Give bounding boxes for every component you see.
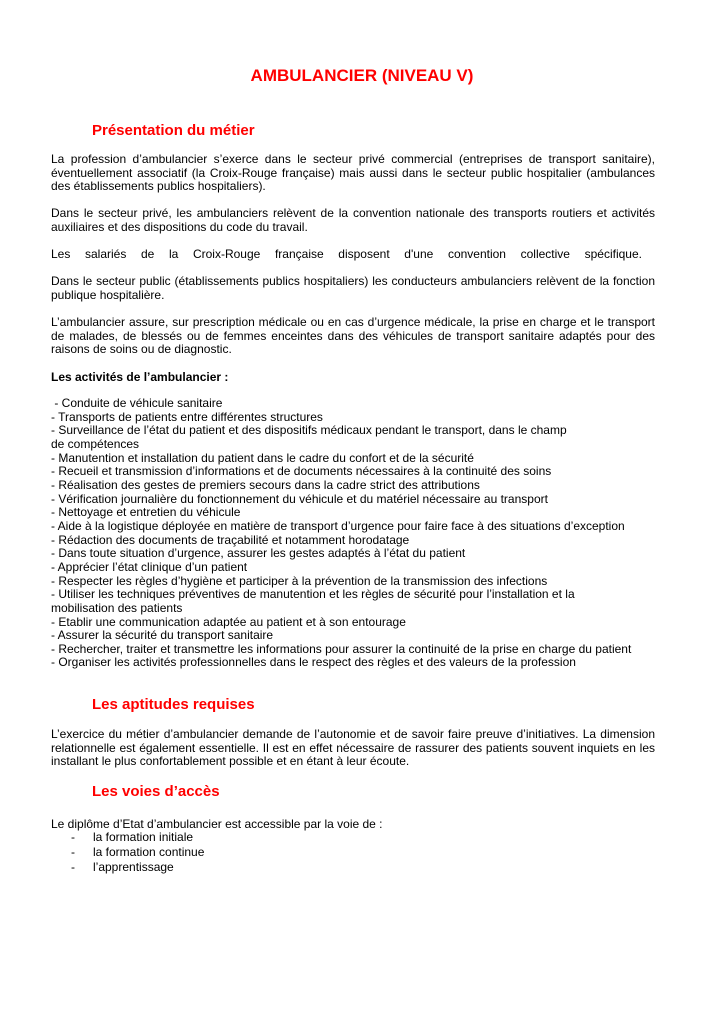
- list-item: - Utiliser les techniques préventives de manutention et les règles de sécurité pour l’installation et la mobilisation des patients: [51, 587, 575, 615]
- list-item: [51, 845, 204, 860]
- list-item: - Surveillance de l’état du patient et des dispositifs médicaux pendant le transport, dans le champ de compétences: [51, 423, 567, 451]
- paragraph-voies-intro: Le diplôme d’Etat d’ambulancier est accessible par la voie de :: [51, 817, 383, 831]
- bullet-dash: -: [71, 845, 75, 859]
- list-item: - Respecter les règles d’hygiène et participer à la prévention de la transmission des infections: [51, 573, 548, 588]
- list-item-label: la formation initiale: [93, 830, 194, 844]
- heading-presentation: Présentation du métier: [92, 122, 255, 139]
- paragraph-secteur-prive: Dans le secteur privé, les ambulanciers relèvent de la convention nationale des transports routiers et activités auxiliaires et des dispositions du code du travail.: [51, 206, 655, 234]
- heading-aptitudes: Les aptitudes requises: [92, 696, 255, 713]
- list-item: [51, 860, 204, 875]
- paragraph-profession: La profession d’ambulancier s’exerce dans le secteur privé commercial (entreprises de transport sanitaire), éventuellement associatif (la Croix-Rouge française) mais aussi dans le secteur public hospitalier (ambulances des établissements publics hospitaliers).: [51, 152, 655, 194]
- bullet-dash: -: [71, 860, 75, 874]
- list-item: - Conduite de véhicule sanitaire: [51, 396, 223, 410]
- voies-list: [51, 830, 204, 875]
- paragraph-missions: L’ambulancier assure, sur prescription médicale ou en cas d’urgence médicale, la prise en charge et le transport de malades, de blessés ou de femmes enceintes dans des véhicules de transport sanitaire adaptés pour des raisons de soins ou de diagnostic.: [51, 315, 655, 357]
- list-item: - Etablir une communication adaptée au patient et à son entourage: [51, 614, 406, 629]
- list-item: - Vérification journalière du fonctionnement du véhicule et du matériel nécessaire au transport: [51, 491, 548, 506]
- list-item: [51, 830, 204, 845]
- heading-voies-acces: Les voies d’accès: [92, 783, 220, 800]
- document-title: AMBULANCIER (NIVEAU V): [250, 66, 474, 85]
- list-item: - Organiser les activités professionnelles dans le respect des règles et des valeurs de la profession: [51, 655, 576, 670]
- paragraph-croix-rouge: Les salariés de la Croix-Rouge française disposent d'une convention collective spécifique.: [51, 247, 642, 261]
- list-item: - Nettoyage et entretien du véhicule: [51, 505, 241, 520]
- list-item: - Dans toute situation d’urgence, assurer les gestes adaptés à l’état du patient: [51, 546, 466, 561]
- list-item: - Recueil et transmission d’informations et de documents nécessaires à la continuité des soins: [51, 464, 552, 479]
- paragraph-aptitudes: L’exercice du métier d’ambulancier demande de l’autonomie et de savoir faire preuve d’initiatives. La dimension relationnelle est également essentielle. Il est en effet nécessaire de rassurer des patients souvent inquiets en les installant le plus confortablement possible et en étant à leur écoute.: [51, 727, 655, 769]
- activities-heading: Les activités de l’ambulancier :: [51, 370, 229, 384]
- list-item: - Rédaction des documents de traçabilité et notamment horodatage: [51, 532, 410, 547]
- list-item: - Manutention et installation du patient dans le cadre du confort et de la sécurité: [51, 450, 474, 465]
- list-item: - Apprécier l’état clinique d’un patient: [51, 559, 248, 574]
- list-item: - Transports de patients entre différentes structures: [51, 409, 323, 424]
- list-item: - Aide à la logistique déployée en matière de transport d’urgence pour faire face à des situations d’exception: [51, 518, 625, 533]
- bullet-dash: -: [71, 830, 75, 844]
- list-item: - Assurer la sécurité du transport sanitaire: [51, 628, 274, 643]
- activities-list: [51, 397, 655, 670]
- paragraph-secteur-public: Dans le secteur public (établissements publics hospitaliers) les conducteurs ambulanciers relèvent de la fonction publique hospitalière.: [51, 274, 655, 302]
- list-item: - Rechercher, traiter et transmettre les informations pour assurer la continuité de la prise en charge du patient: [51, 641, 632, 656]
- list-item: - Réalisation des gestes de premiers secours dans la cadre strict des attributions: [51, 477, 480, 492]
- list-item-label: la formation continue: [93, 845, 205, 859]
- list-item-label: l’apprentissage: [93, 860, 174, 874]
